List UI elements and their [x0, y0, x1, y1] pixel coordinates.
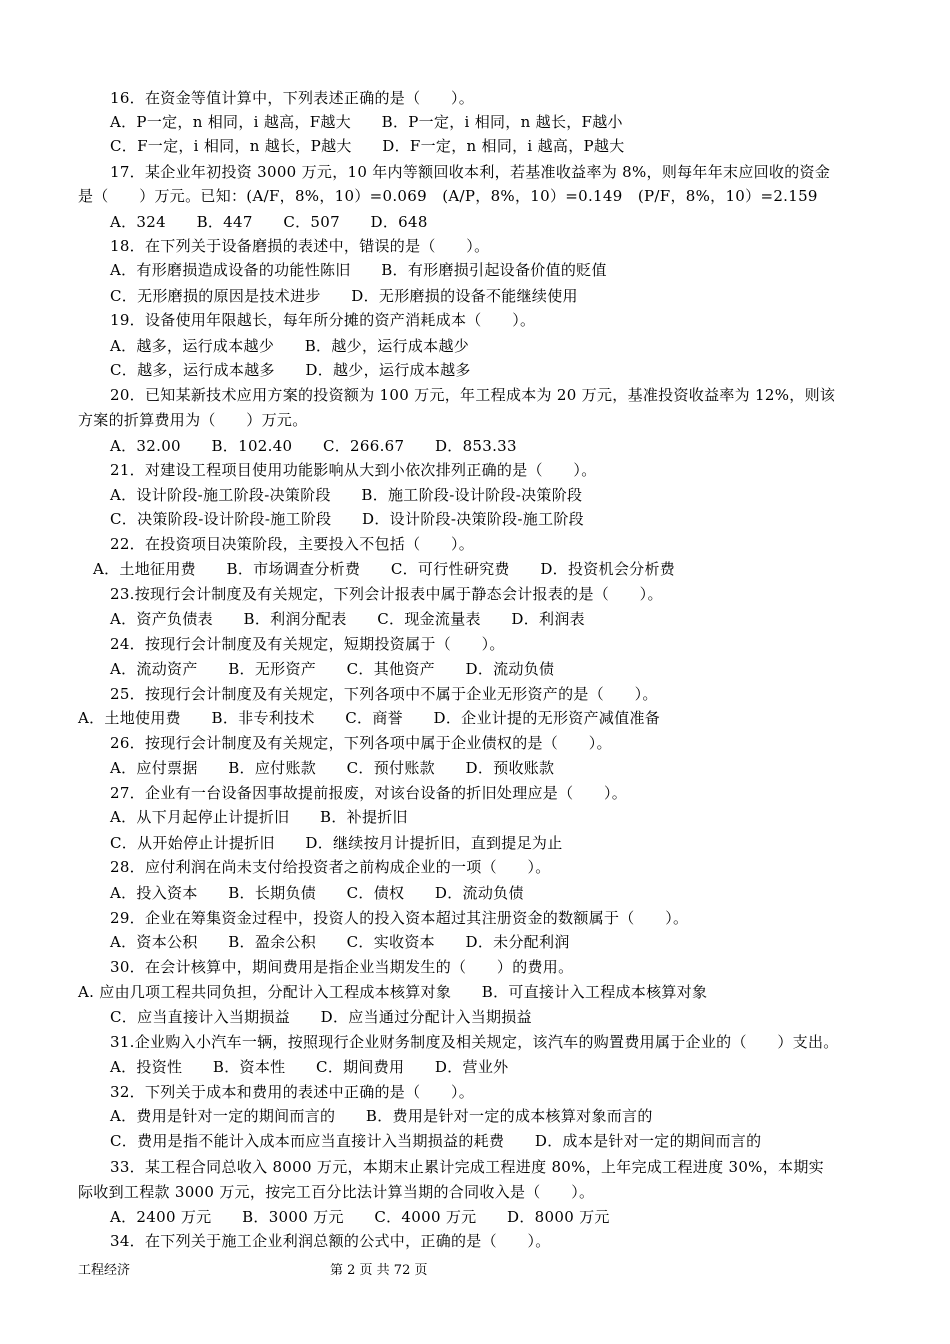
text-line: A．资本公积 B．盈余公积 C．实收资本 D．未分配利润 — [110, 933, 570, 951]
text-line: 23.按现行会计制度及有关规定，下列会计报表中属于静态会计报表的是（ ）。 — [110, 585, 663, 603]
text-line: 28．应付利润在尚未支付给投资者之前构成企业的一项（ ）。 — [110, 858, 551, 876]
text-line: C．应当直接计入当期损益 D．应当通过分配计入当期损益 — [110, 1008, 532, 1026]
text-line: 25．按现行会计制度及有关规定，下列各项中不属于企业无形资产的是（ ）。 — [110, 685, 658, 703]
text-line: A．投入资本 B．长期负债 C．债权 D．流动负债 — [110, 884, 524, 902]
text-line: 30．在会计核算中，期间费用是指企业当期发生的（ ）的费用。 — [110, 958, 574, 976]
text-line: A．32.00 B．102.40 C．266.67 D．853.33 — [110, 437, 517, 455]
page-number: 第 2 页 共 72 页 — [330, 1263, 428, 1278]
text-line: C．费用是指不能计入成本而应当直接计入当期损益的耗费 D．成本是针对一定的期间而言的 — [110, 1132, 762, 1150]
text-line: A．2400 万元 B．3000 万元 C．4000 万元 D．8000 万元 — [110, 1208, 610, 1226]
text-line: A．设计阶段-施工阶段-决策阶段 B．施工阶段-设计阶段-决策阶段 — [110, 486, 583, 504]
text-line: A. 应由几项工程共同负担，分配计入工程成本核算对象 B．可直接计入工程成本核算对象 — [78, 983, 708, 1001]
text-line: C．从开始停止计提折旧 D．继续按月计提折旧，直到提足为止 — [110, 834, 563, 852]
text-line: A．应付票据 B．应付账款 C．预付账款 D．预收账款 — [110, 759, 555, 777]
text-line: 21．对建设工程项目使用功能影响从大到小依次排列正确的是（ ）。 — [110, 461, 597, 479]
text-line: 32．下列关于成本和费用的表述中正确的是（ ）。 — [110, 1083, 475, 1101]
text-line: 方案的折算费用为（ ）万元。 — [78, 411, 308, 429]
text-line: A．资产负债表 B．利润分配表 C．现金流量表 D．利润表 — [110, 610, 585, 628]
footer-title: 工程经济 — [78, 1263, 131, 1278]
text-line: C．无形磨损的原因是技术进步 D．无形磨损的设备不能继续使用 — [110, 287, 578, 305]
text-line: A．土地使用费 B．非专利技术 C．商誉 D．企业计提的无形资产减值准备 — [78, 709, 661, 727]
text-line: A．费用是针对一定的期间而言的 B．费用是针对一定的成本核算对象而言的 — [110, 1107, 653, 1125]
text-line: 22．在投资项目决策阶段，主要投入不包括（ ）。 — [110, 535, 475, 553]
text-line: 31.企业购入小汽车一辆，按照现行企业财务制度及相关规定，该汽车的购置费用属于企业的（ ）支出。 — [110, 1033, 839, 1051]
text-line: 27．企业有一台设备因事故提前报废，对该台设备的折旧处理应是（ ）。 — [110, 784, 628, 802]
text-line: C．越多，运行成本越多 D．越少，运行成本越多 — [110, 361, 471, 379]
text-line: 33．某工程合同总收入 8000 万元，本期末止累计完成工程进度 80%，上年完成工程进度 30%，本期实 — [110, 1158, 824, 1176]
text-line: 34．在下列关于施工企业利润总额的公式中，正确的是（ ）。 — [110, 1232, 551, 1250]
text-line: 24．按现行会计制度及有关规定，短期投资属于（ ）。 — [110, 635, 505, 653]
text-line: 19．设备使用年限越长，每年所分摊的资产消耗成本（ ）。 — [110, 311, 536, 329]
text-line: 际收到工程款 3000 万元，按完工百分比法计算当期的合同收入是（ ）。 — [78, 1183, 595, 1201]
text-line: C．决策阶段-设计阶段-施工阶段 D．设计阶段-决策阶段-施工阶段 — [110, 510, 584, 528]
text-line: 18．在下列关于设备磨损的表述中，错误的是（ ）。 — [110, 237, 490, 255]
text-line: A．投资性 B．资本性 C．期间费用 D．营业外 — [110, 1058, 509, 1076]
text-line: 17．某企业年初投资 3000 万元，10 年内等额回收本利，若基准收益率为 8%，则每年年末应回收的资金 — [110, 163, 831, 181]
text-line: A．P一定，n 相同，i 越高，F越大 B．P一定，i 相同，n 越长，F越小 — [110, 113, 623, 131]
text-line: 29．企业在筹集资金过程中，投资人的投入资本超过其注册资金的数额属于（ ）。 — [110, 909, 689, 927]
text-line: A．流动资产 B．无形资产 C．其他资产 D．流动负债 — [110, 660, 555, 678]
text-line: A．土地征用费 B．市场调查分析费 C．可行性研究费 D．投资机会分析费 — [93, 560, 676, 578]
text-line: 20．已知某新技术应用方案的投资额为 100 万元，年工程成本为 20 万元，基准投资收益率为 12%，则该 — [110, 386, 836, 404]
text-line: 是（ ）万元。已知：(A/F，8%，10）=0.069 (A/P，8%，10）=0.149 (P/F，8%，10）=2.159 — [78, 187, 818, 205]
text-line: A．324 B．447 C．507 D．648 — [110, 213, 428, 231]
text-line: C．F一定，i 相同，n 越长，P越大 D．F一定，n 相同，i 越高，P越大 — [110, 137, 625, 155]
text-line: 26．按现行会计制度及有关规定，下列各项中属于企业债权的是（ ）。 — [110, 734, 612, 752]
text-line: 16．在资金等值计算中，下列表述正确的是（ ）。 — [110, 89, 475, 107]
text-line: A．有形磨损造成设备的功能性陈旧 B．有形磨损引起设备价值的贬值 — [110, 261, 607, 279]
text-line: A．从下月起停止计提折旧 B．补提折旧 — [110, 808, 408, 826]
text-line: A．越多，运行成本越少 B．越少，运行成本越少 — [110, 337, 470, 355]
